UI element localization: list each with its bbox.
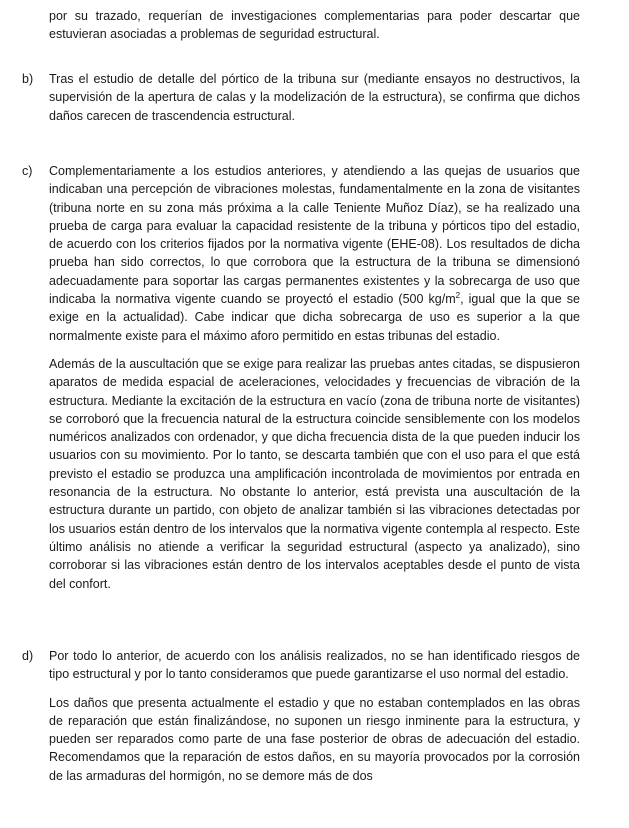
item-c-p1-superscript: 2: [455, 290, 461, 300]
item-c-p1-text-before: Complementariamente a los estudios anteriores, y atendiendo a las quejas de usuarios que indicaban una percepción de vibraciones molestas, fundamentalmente en la zona de visitantes (tribuna norte en su zona más próxima a la calle Teniente Muñoz Díaz), se ha realizado una prueba de carga para evaluar la capacidad resistente de la tribuna y pórticos tipo del estadio, de acuerdo con los criterios fijados por la normativa vigente (EHE-08). Los resultados de dicha prueba han sido correctos, lo que corrobora que la estructura de la tribuna se dimensionó adecuadamente para soportar las cargas permanentes existentes y la sobrecarga de uso que indicaba la normativa vigente cuando se proyectó el estadio (500 kg/m: [49, 164, 580, 307]
intro-continuation: [22, 7, 607, 44]
item-c-p1-text-after: , igual que la que se exige en la actualidad). Cabe indicar que dicha sobrecarga de uso es superior a la que normalmente existe para el máximo aforo permitido en estas tribunas del estadio.: [49, 292, 580, 343]
item-c-paragraph-1: [49, 162, 580, 345]
item-d-paragraph-2: Los daños que presenta actualmente el estadio y que no estaban contemplados en las obras de reparación que están finalizándose, no suponen un riesgo inminente para la estructura, y pueden ser reparados como parte de una fase posterior de obras de adecuación del estadio. Recomendamos que la reparación de estos daños, en su mayoría provocados por la corrosión de las armaduras del hormigón, no se demore más de dos: [49, 695, 580, 783]
list-item-b: [22, 70, 607, 125]
item-b-paragraph-1: Tras el estudio de detalle del pórtico de la tribuna sur (mediante ensayos no destructivos, la supervisión de la apertura de calas y la modelización de la estructura), se confirma que dichos daños carecen de trascendencia estructural.: [49, 72, 580, 123]
intro-paragraph: por su trazado, requerían de investigaciones complementarias para poder descartar que estuvieran asociadas a problemas de seguridad estructural.: [49, 9, 580, 42]
item-c-paragraph-2: Además de la auscultación que se exige para realizar las pruebas antes citadas, se dispusieron aparatos de medida espacial de aceleraciones, velocidades y frecuencias de vibración de la estructura. Mediante la excitación de la estructura en vacío (zona de tribuna norte de visitantes) se corroboró que la frecuencia natural de la estructura coincide sensiblemente con los modelos numéricos analizados con ordenador, y que dicha frecuencia dista de la que pueden inducir los usuarios con su movimiento. Por lo tanto, se descarta también que con el uso para el que está previsto el estadio se produzca una amplificación incontrolada de movimientos por entrada en resonancia de la estructura. No obstante lo anterior, está prevista una auscultación de la estructura durante un partido, con objeto de analizar también si las vibraciones detectadas por los usuarios están dentro de los intervalos que la normativa vigente contempla al respecto. Este último análisis no atiende a verificar la seguridad estructural (aspecto ya analizado), sino corroborar si las vibraciones están dentro de los intervalos aceptables desde el punto de vista del confort.: [49, 356, 580, 591]
list-marker-d: d): [22, 649, 34, 663]
item-d-paragraph-1: Por todo lo anterior, de acuerdo con los análisis realizados, no se han identificado riesgos de tipo estructural y por lo tanto consideramos que puede garantizarse el uso normal del estadio.: [49, 649, 580, 682]
list-item-c: [22, 162, 607, 593]
list-item-d: [22, 647, 607, 785]
list-marker-b: b): [22, 72, 34, 86]
list-marker-c: c): [22, 164, 33, 178]
